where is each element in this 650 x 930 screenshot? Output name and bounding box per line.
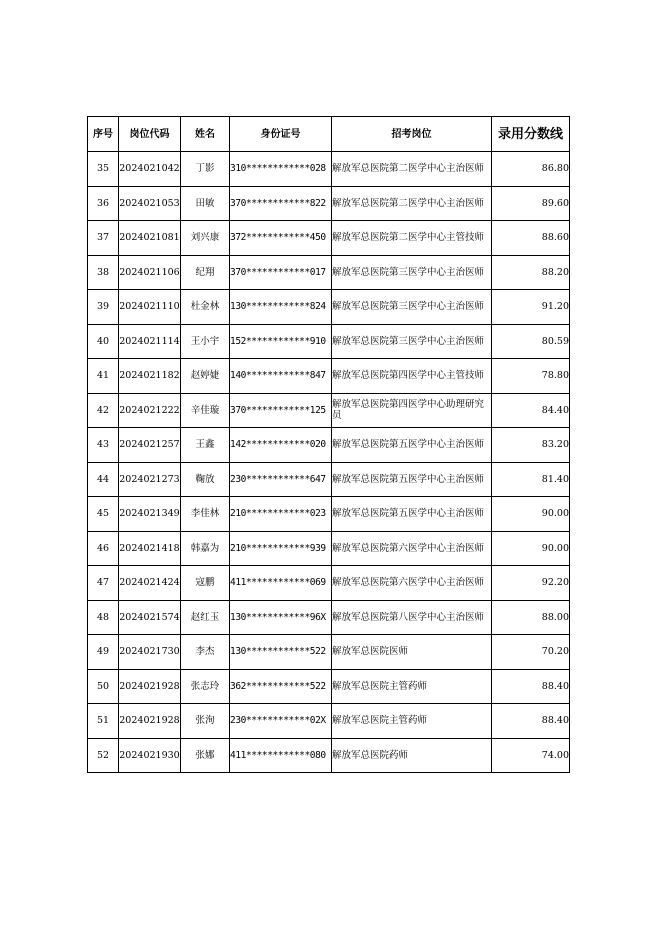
cell-name: 张洵 — [181, 704, 230, 739]
table-row — [88, 152, 570, 187]
cell-name: 刘兴康 — [181, 221, 230, 256]
table-row — [88, 359, 570, 394]
cell-id-number: 411************080 — [230, 738, 332, 773]
cell-position: 解放军总医院第五医学中心主治医师 — [332, 462, 492, 497]
cell-seq: 35 — [88, 152, 119, 187]
cell-position: 解放军总医院医师 — [332, 635, 492, 670]
cell-post-code: 2024021418 — [119, 531, 181, 566]
cell-score: 88.40 — [492, 669, 570, 704]
cell-post-code: 2024021424 — [119, 566, 181, 601]
table-row — [88, 600, 570, 635]
cell-seq: 41 — [88, 359, 119, 394]
cell-score: 88.40 — [492, 704, 570, 739]
cell-name: 田敏 — [181, 186, 230, 221]
cell-id-number: 372************450 — [230, 221, 332, 256]
table-row — [88, 393, 570, 428]
header-score: 录用分数线 — [492, 117, 570, 152]
cell-seq: 46 — [88, 531, 119, 566]
cell-post-code: 2024021106 — [119, 255, 181, 290]
header-id-number: 身份证号 — [230, 117, 332, 152]
cell-name: 寇鹏 — [181, 566, 230, 601]
table-row — [88, 497, 570, 532]
cell-id-number: 210************023 — [230, 497, 332, 532]
cell-post-code: 2024021928 — [119, 669, 181, 704]
cell-name: 李杰 — [181, 635, 230, 670]
cell-position: 解放军总医院第五医学中心主治医师 — [332, 497, 492, 532]
cell-score: 70.20 — [492, 635, 570, 670]
cell-score: 88.00 — [492, 600, 570, 635]
cell-position: 解放军总医院第六医学中心主治医师 — [332, 531, 492, 566]
cell-post-code: 2024021182 — [119, 359, 181, 394]
cell-score: 88.60 — [492, 221, 570, 256]
table-row — [88, 704, 570, 739]
cell-post-code: 2024021928 — [119, 704, 181, 739]
cell-seq: 39 — [88, 290, 119, 325]
table-row — [88, 462, 570, 497]
cell-seq: 44 — [88, 462, 119, 497]
cell-id-number: 142************020 — [230, 428, 332, 463]
cell-id-number: 130************824 — [230, 290, 332, 325]
cell-name: 韩嘉为 — [181, 531, 230, 566]
cell-id-number: 130************522 — [230, 635, 332, 670]
cell-name: 杜金林 — [181, 290, 230, 325]
cell-post-code: 2024021053 — [119, 186, 181, 221]
cell-post-code: 2024021730 — [119, 635, 181, 670]
cell-name: 王小宇 — [181, 324, 230, 359]
table-row — [88, 255, 570, 290]
cell-position: 解放军总医院第二医学中心主治医师 — [332, 186, 492, 221]
cell-position: 解放军总医院药师 — [332, 738, 492, 773]
cell-seq: 45 — [88, 497, 119, 532]
cell-post-code: 2024021110 — [119, 290, 181, 325]
header-post-code: 岗位代码 — [119, 117, 181, 152]
cell-position: 解放军总医院第四医学中心助理研究员 — [332, 393, 492, 428]
cell-score: 84.40 — [492, 393, 570, 428]
table-body — [88, 152, 570, 773]
cell-post-code: 2024021081 — [119, 221, 181, 256]
cell-position: 解放军总医院第三医学中心主治医师 — [332, 255, 492, 290]
cell-name: 鞠放 — [181, 462, 230, 497]
cell-score: 78.80 — [492, 359, 570, 394]
cell-seq: 51 — [88, 704, 119, 739]
cell-id-number: 140************847 — [230, 359, 332, 394]
cell-name: 张志玲 — [181, 669, 230, 704]
cell-seq: 40 — [88, 324, 119, 359]
cell-id-number: 362************522 — [230, 669, 332, 704]
table-row — [88, 531, 570, 566]
cell-post-code: 2024021222 — [119, 393, 181, 428]
header-position: 招考岗位 — [332, 117, 492, 152]
cell-position: 解放军总医院主管药师 — [332, 669, 492, 704]
cell-score: 80.59 — [492, 324, 570, 359]
cell-post-code: 2024021574 — [119, 600, 181, 635]
table-row — [88, 738, 570, 773]
cell-name: 王鑫 — [181, 428, 230, 463]
cell-post-code: 2024021349 — [119, 497, 181, 532]
table-row — [88, 669, 570, 704]
cell-score: 86.80 — [492, 152, 570, 187]
cell-post-code: 2024021273 — [119, 462, 181, 497]
cell-seq: 48 — [88, 600, 119, 635]
cell-seq: 50 — [88, 669, 119, 704]
cell-score: 83.20 — [492, 428, 570, 463]
cell-id-number: 130************96X — [230, 600, 332, 635]
cell-name: 丁影 — [181, 152, 230, 187]
cell-post-code: 2024021257 — [119, 428, 181, 463]
cell-name: 辛佳璇 — [181, 393, 230, 428]
table-row — [88, 186, 570, 221]
cell-position: 解放军总医院第二医学中心主管技师 — [332, 221, 492, 256]
cell-position: 解放军总医院第五医学中心主治医师 — [332, 428, 492, 463]
cell-position: 解放军总医院主管药师 — [332, 704, 492, 739]
cell-id-number: 370************125 — [230, 393, 332, 428]
cell-id-number: 210************939 — [230, 531, 332, 566]
cell-post-code: 2024021930 — [119, 738, 181, 773]
cell-id-number: 370************017 — [230, 255, 332, 290]
table-row — [88, 566, 570, 601]
cell-id-number: 370************822 — [230, 186, 332, 221]
cell-id-number: 230************02X — [230, 704, 332, 739]
table-row — [88, 635, 570, 670]
header-name: 姓名 — [181, 117, 230, 152]
cell-seq: 36 — [88, 186, 119, 221]
cell-position: 解放军总医院第三医学中心主治医师 — [332, 290, 492, 325]
cell-position: 解放军总医院第六医学中心主治医师 — [332, 566, 492, 601]
cell-name: 纪翔 — [181, 255, 230, 290]
cell-position: 解放军总医院第四医学中心主管技师 — [332, 359, 492, 394]
cell-seq: 49 — [88, 635, 119, 670]
cell-score: 74.00 — [492, 738, 570, 773]
cell-score: 89.60 — [492, 186, 570, 221]
cell-seq: 37 — [88, 221, 119, 256]
results-table — [87, 116, 570, 773]
cell-id-number: 310************028 — [230, 152, 332, 187]
cell-seq: 42 — [88, 393, 119, 428]
cell-score: 92.20 — [492, 566, 570, 601]
cell-position: 解放军总医院第二医学中心主治医师 — [332, 152, 492, 187]
cell-position: 解放军总医院第三医学中心主治医师 — [332, 324, 492, 359]
cell-id-number: 230************647 — [230, 462, 332, 497]
table-header-row — [88, 117, 570, 152]
header-seq: 序号 — [88, 117, 119, 152]
cell-id-number: 152************910 — [230, 324, 332, 359]
cell-score: 90.00 — [492, 497, 570, 532]
cell-name: 赵婷婕 — [181, 359, 230, 394]
table-row — [88, 428, 570, 463]
cell-name: 张娜 — [181, 738, 230, 773]
cell-score: 90.00 — [492, 531, 570, 566]
cell-score: 91.20 — [492, 290, 570, 325]
cell-score: 88.20 — [492, 255, 570, 290]
cell-post-code: 2024021114 — [119, 324, 181, 359]
cell-id-number: 411************069 — [230, 566, 332, 601]
cell-seq: 52 — [88, 738, 119, 773]
cell-position: 解放军总医院第八医学中心主治医师 — [332, 600, 492, 635]
table-row — [88, 221, 570, 256]
cell-score: 81.40 — [492, 462, 570, 497]
table-row — [88, 324, 570, 359]
table-row — [88, 290, 570, 325]
cell-post-code: 2024021042 — [119, 152, 181, 187]
cell-seq: 47 — [88, 566, 119, 601]
cell-seq: 43 — [88, 428, 119, 463]
cell-seq: 38 — [88, 255, 119, 290]
cell-name: 李佳林 — [181, 497, 230, 532]
cell-name: 赵红玉 — [181, 600, 230, 635]
